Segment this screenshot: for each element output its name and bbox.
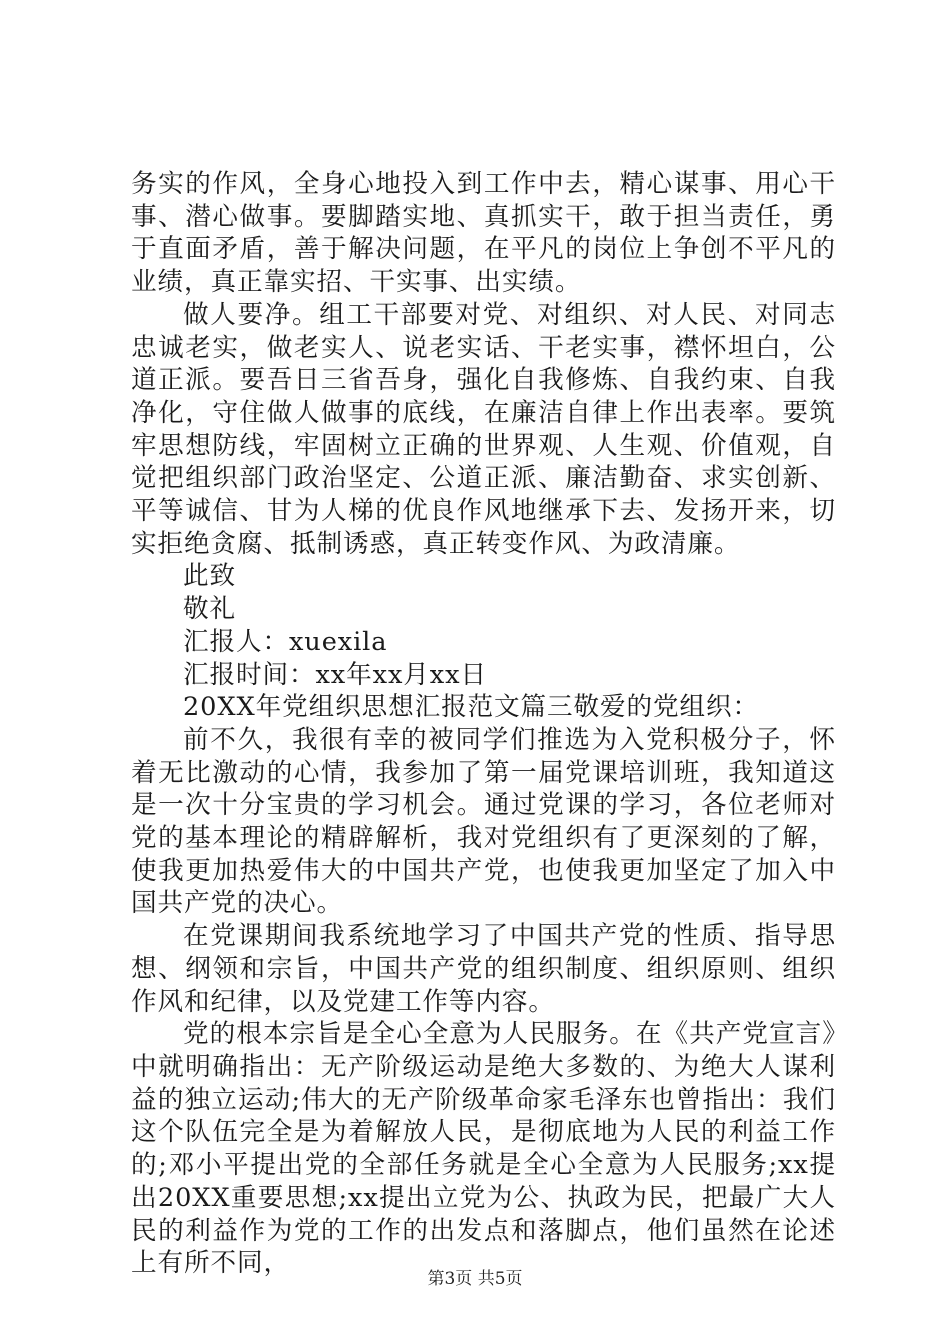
closing-jingli: 敬礼 (183, 594, 236, 625)
paragraph-intro: 前不久，我很有幸的被同学们推选为入党积极分子，怀着无比激动的心情，我参加了第一届党课培训班，我知道这是一次十分宝贵的学习机会。通过党课的学习，各位老师对党的基本理论的精辟解析，我对党组织有了更深刻的了解，使我更加热爱伟大的中国共产党，也使我更加坚定了加入中国共产党的决心。 (131, 724, 836, 919)
report-date-line: 汇报时间：xx年xx月xx日 (183, 659, 487, 690)
paragraph-zuoren-yaojing: 做人要净。组工干部要对党、对组织、对人民、对同志忠诚老实，做老实人、说老实话、干老实事，襟怀坦白，公道正派。要吾日三省吾身，强化自我修炼、自我约束、自我净化，守住做人做事的底线，在廉洁自律上作出表率。要筑牢思想防线，牢固树立正确的世界观、人生观、价值观，自觉把组织部门政治坚定、公道正派、廉洁勤奋、求实创新、平等诚信、甘为人梯的优良作风地继承下去、发扬开来，切实拒绝贪腐、抵制诱惑，真正转变作风、为政清廉。 (131, 299, 836, 559)
closing-cizhi: 此致 (183, 561, 236, 592)
section-heading: 20XX年党组织思想汇报范文篇三敬爱的党组织： (183, 692, 759, 723)
reporter-line: 汇报人：xuexila (183, 626, 388, 657)
document-body (131, 168, 836, 1280)
paragraph-party-purpose: 党的根本宗旨是全心全意为人民服务。在《共产党宣言》中就明确指出：无产阶级运动是绝大多数的、为绝大人谋利益的独立运动;伟大的无产阶级革命家毛泽东也曾指出：我们这个队伍完全是为着解放人民，是彻底地为人民的利益工作的;邓小平提出党的全部任务就是全心全意为人民服务;xx提出20XX重要思想;xx提出立党为公、执政为民，把最广大人民的利益作为党的工作的出发点和落脚点，他们虽然在论述上有所不同， (131, 1019, 836, 1279)
page-number-footer: 第3页 共5页 (427, 1269, 523, 1289)
paragraph-continued: 务实的作风，全身心地投入到工作中去，精心谋事、用心干事、潜心做事。要脚踏实地、真抓实干，敢于担当责任，勇于直面矛盾，善于解决问题，在平凡的岗位上争创不平凡的业绩，真正靠实招、干实事、出实绩。 (131, 169, 836, 298)
paragraph-study-content: 在党课期间我系统地学习了中国共产党的性质、指导思想、纲领和宗旨，中国共产党的组织制度、组织原则、组织作风和纪律，以及党建工作等内容。 (131, 921, 836, 1017)
